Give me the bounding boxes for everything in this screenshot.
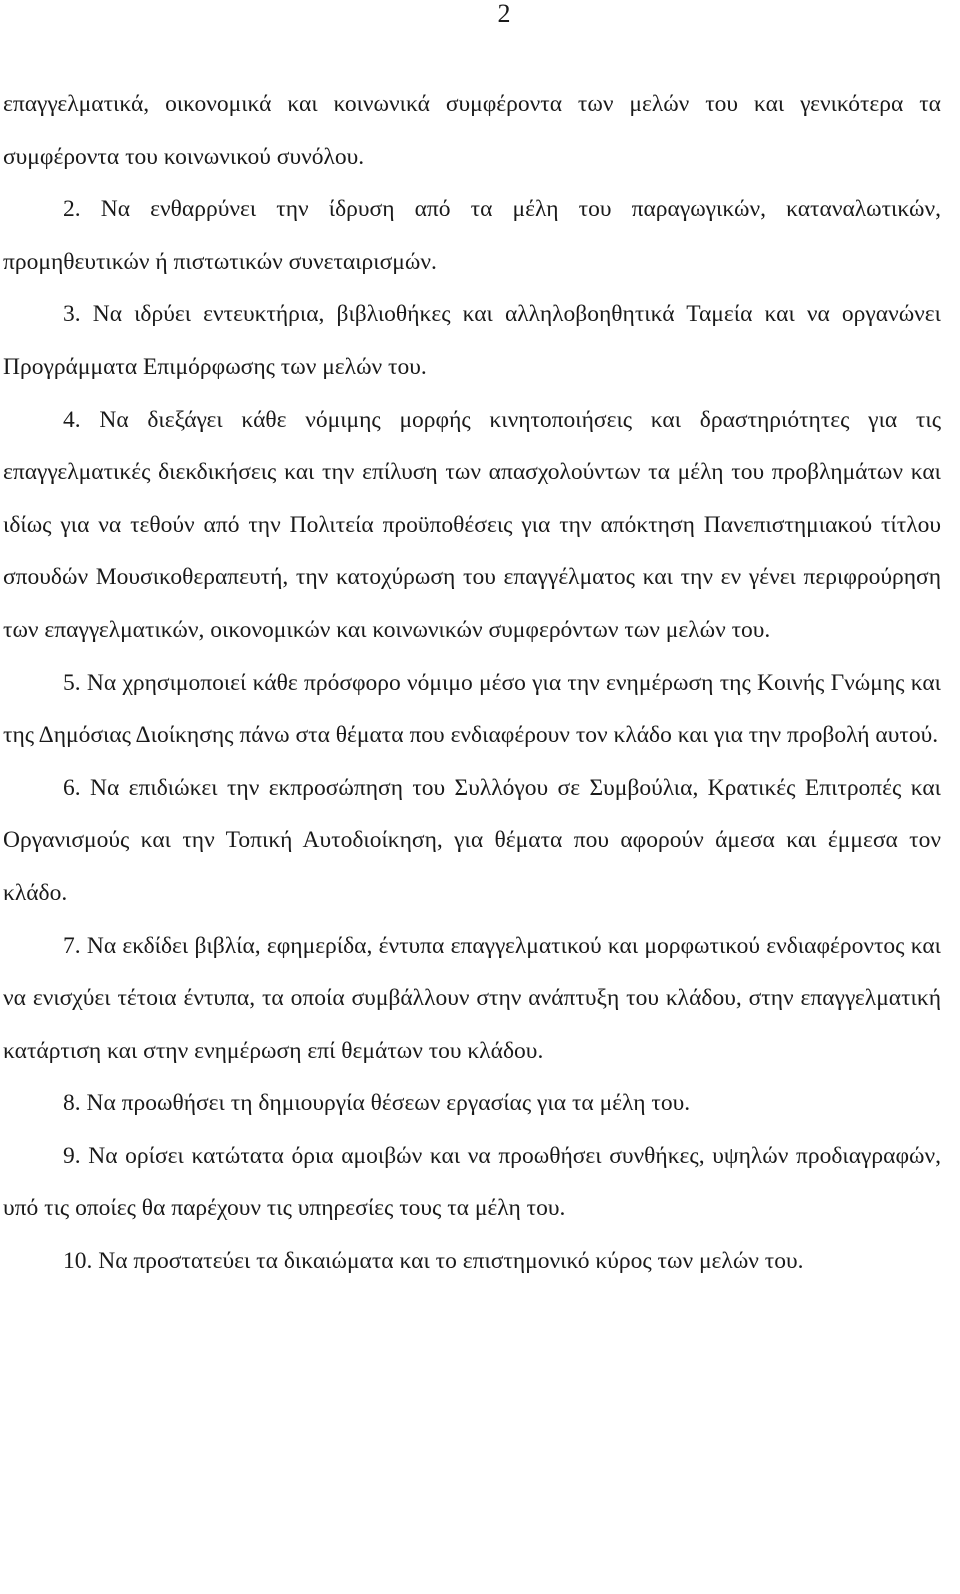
list-item-5: 5. Να χρησιμοποιεί κάθε πρόσφορο νόμιμο μέσο για την ενημέρωση της Κοινής Γνώμης και της Δημόσιας Διοίκησης πάνω στα θέματα που ενδιαφέρουν τον κλάδο και για την προβολή αυτού.	[3, 669, 941, 749]
list-item-8: 8. Να προωθήσει τη δημιουργία θέσεων εργασίας για τα μέλη του.	[63, 1090, 691, 1117]
list-item-9: 9. Να ορίσει κατώτατα όρια αμοιβών και να προωθήσει συνθήκες, υψηλών προδιαγραφών, υπό τις οποίες θα παρέχουν τις υπηρεσίες τους τα μέλη του.	[3, 1142, 941, 1222]
list-item-10: 10. Να προστατεύει τα δικαιώματα και το επιστημονικό κύρος των μελών του.	[63, 1248, 804, 1275]
paragraph-continuation: επαγγελματικά, οικονομικά και κοινωνικά συμφέροντα των μελών του και γενικότερα τα συμφέροντα του κοινωνικού συνόλου.	[3, 91, 941, 170]
list-item-4: 4. Να διεξάγει κάθε νόμιμης μορφής κινητοποιήσεις και δραστηριότητες για τις επαγγελματικές διεκδικήσεις και την επίλυση των απασχολούντων τα μέλη του προβλημάτων και ιδίως για να τεθούν από την Πολιτεία προϋποθέσεις για την απόκτηση Πανεπιστημιακού τίτλου σπουδών Μουσικοθεραπευτή, την κατοχύρωση του επαγγέλματος και την εν γένει περιφρούρηση των επαγγελματικών, οικονομικών και κοινωνικών συμφερόντων των μελών του.	[3, 406, 941, 643]
page-number: 2	[497, 0, 511, 28]
list-item-7: 7. Να εκδίδει βιβλία, εφημερίδα, έντυπα επαγγελματικού και μορφωτικού ενδιαφέροντος και να ενισχύει τέτοια έντυπα, τα οποία συμβάλλουν στην ανάπτυξη του κλάδου, στην επαγγελματική κατάρτιση και στην ενημέρωση επί θεμάτων του κλάδου.	[3, 932, 941, 1064]
document-body	[3, 78, 941, 1288]
list-item-2: 2. Να ενθαρρύνει την ίδρυση από τα μέλη του παραγωγικών, καταναλωτικών, προμηθευτικών ή πιστωτικών συνεταιρισμών.	[3, 196, 941, 275]
list-item-3: 3. Να ιδρύει εντευκτήρια, βιβλιοθήκες και αλληλοβοηθητικά Ταμεία και να οργανώνει Προγράμματα Επιμόρφωσης των μελών του.	[3, 301, 941, 380]
list-item-6: 6. Να επιδιώκει την εκπροσώπηση του Συλλόγου σε Συμβούλια, Κρατικές Επιτροπές και Οργανισμούς και την Τοπική Αυτοδιοίκηση, για θέματα που αφορούν άμεσα και έμμεσα τον κλάδο.	[3, 774, 941, 906]
